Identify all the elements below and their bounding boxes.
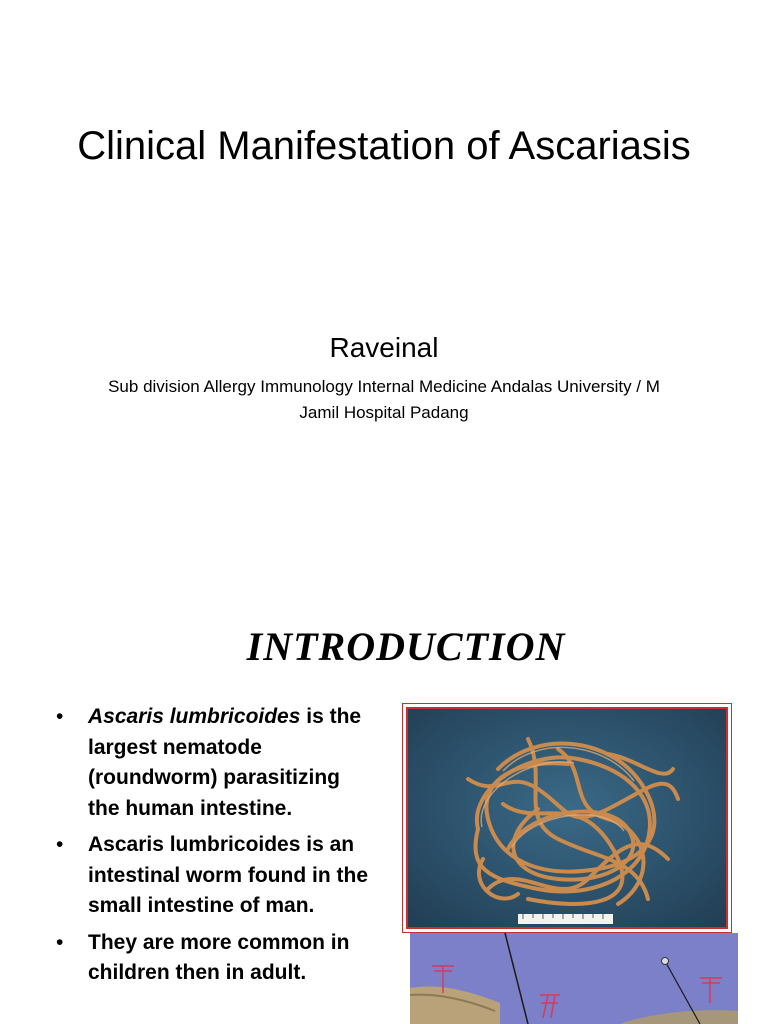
bullet-item — [54, 928, 374, 989]
bullet-item — [54, 830, 374, 922]
slide-heading: INTRODUCTION — [246, 624, 566, 669]
bullet-text: They are more common in children then in adult. — [88, 930, 350, 984]
species-name: Ascaris lumbricoides — [88, 705, 301, 728]
bullet-icon: • — [56, 930, 64, 954]
author-affiliation: Sub division Allergy Immunology Internal Medicine Andalas University / M Jamil Hospital Padang — [108, 377, 660, 422]
author-name: Raveinal — [329, 332, 439, 363]
roundworm-photo-image — [406, 707, 728, 929]
bullet-icon: • — [56, 705, 64, 728]
anatomy-diagram-icon — [410, 933, 738, 1024]
bullet-list — [54, 702, 374, 995]
bullet-item — [54, 702, 374, 824]
bullet-text: Ascaris lumbricoides is an intestinal worm found in the small intestine of man. — [88, 833, 368, 917]
bullet-icon: • — [56, 833, 64, 856]
roundworm-photo — [402, 703, 732, 933]
bullet-text: is the largest nematode (roundworm) parasitizing the human intestine. — [88, 705, 362, 820]
introduction-slide — [0, 576, 768, 1024]
anatomy-diagram — [410, 933, 738, 1024]
slide-title: Clinical Manifestation of Ascariasis — [77, 124, 691, 168]
roundworm-cluster-icon — [408, 709, 728, 929]
